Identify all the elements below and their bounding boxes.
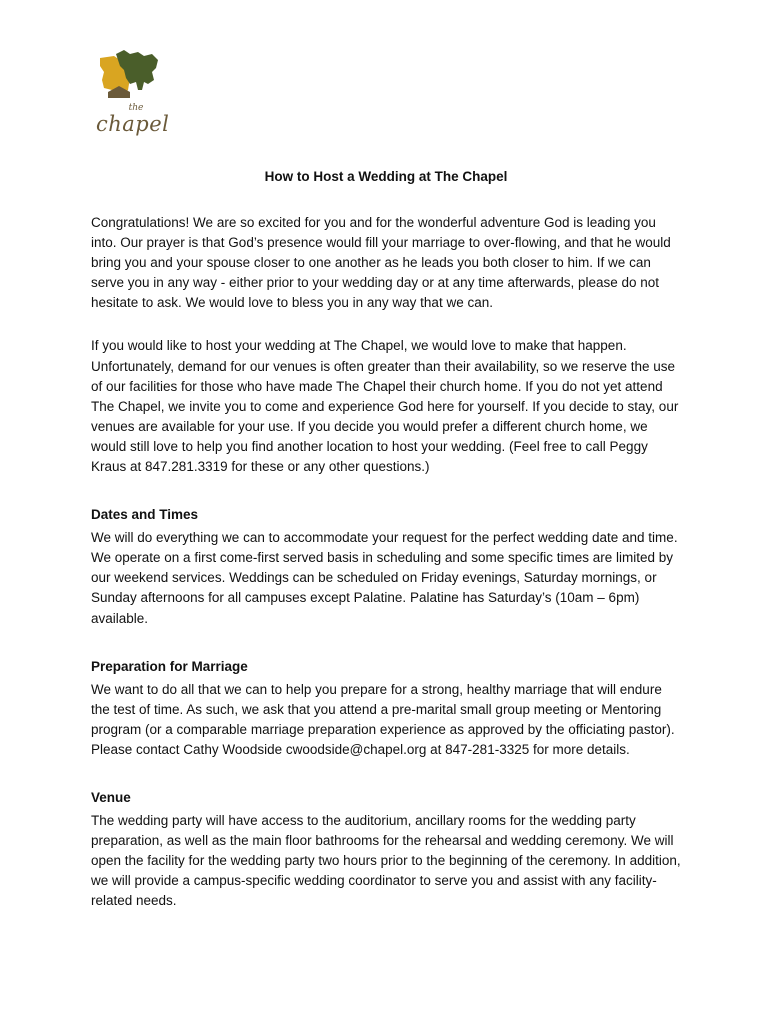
intro-paragraph: If you would like to host your wedding at The Chapel, we would love to make that happen. Unfortunately, demand for our venues is often greater than their availability, so we reserve the use of our facilities for those who have made The Chapel their church home. If you do not yet attend The Chapel, we invite you to come and experience God here for yourself. If you decide to stay, our venues are available for your use. If you decide you would prefer a different church home, we would still love to help you find another location to host your wedding. (Feel free to call Peggy Kraus at 847.281.3319 for these or any other questions.) — [91, 338, 679, 475]
logo-chapel-text: chapel — [96, 112, 170, 136]
section-heading-preparation-for-marriage: Preparation for Marriage — [91, 658, 248, 674]
section-heading-venue: Venue — [91, 789, 131, 805]
document-title: How to Host a Wedding at The Chapel — [264, 169, 508, 184]
logo-the-text: the — [128, 103, 144, 113]
section-body-preparation-for-marriage: We want to do all that we can to help you prepare for a strong, healthy marriage that will endure the test of time. As such, we ask that you attend a pre-marital small group meeting or Mentoring program (or a comparable marriage preparation experience as approved by the officiating pastor). Please contact Cathy Woodside cwoodside@chapel.org at 847-281-3325 for more details. — [91, 681, 675, 757]
chapel-logo-wordmark — [96, 103, 170, 136]
chapel-logo — [94, 50, 170, 140]
intro-paragraph: Congratulations! We are so excited for you and for the wonderful adventure God is leading you into. Our prayer is that God’s presence would fill your marriage to over-flowing, and that he would bring you and your spouse closer to one another as he leads you both closer to him. If we can serve you in any way - either prior to your wedding day or at any time afterwards, please do not hesitate to ask. We would love to bless you in any way that we can. — [91, 215, 671, 311]
document-body — [91, 168, 681, 911]
section-body-venue: The wedding party will have access to the auditorium, ancillary rooms for the wedding party preparation, as well as the main floor bathrooms for the rehearsal and wedding ceremony. We will open the facility for the wedding party two hours prior to the beginning of the ceremony. In addition, we will provide a campus-specific wedding coordinator to serve you and assist with any facility-related needs. — [91, 812, 681, 909]
chapel-logo-emblem — [94, 50, 164, 106]
section-body-dates-and-times: We will do everything we can to accommodate your request for the perfect wedding date and time. We operate on a first come-first served basis in scheduling and some specific times are limited by our weekend services. Weddings can be scheduled on Friday evenings, Saturday mornings, or Sunday afternoons for all campuses except Palatine. Palatine has Saturday’s (10am – 6pm) available. — [91, 530, 678, 626]
section-heading-dates-and-times: Dates and Times — [91, 507, 199, 523]
